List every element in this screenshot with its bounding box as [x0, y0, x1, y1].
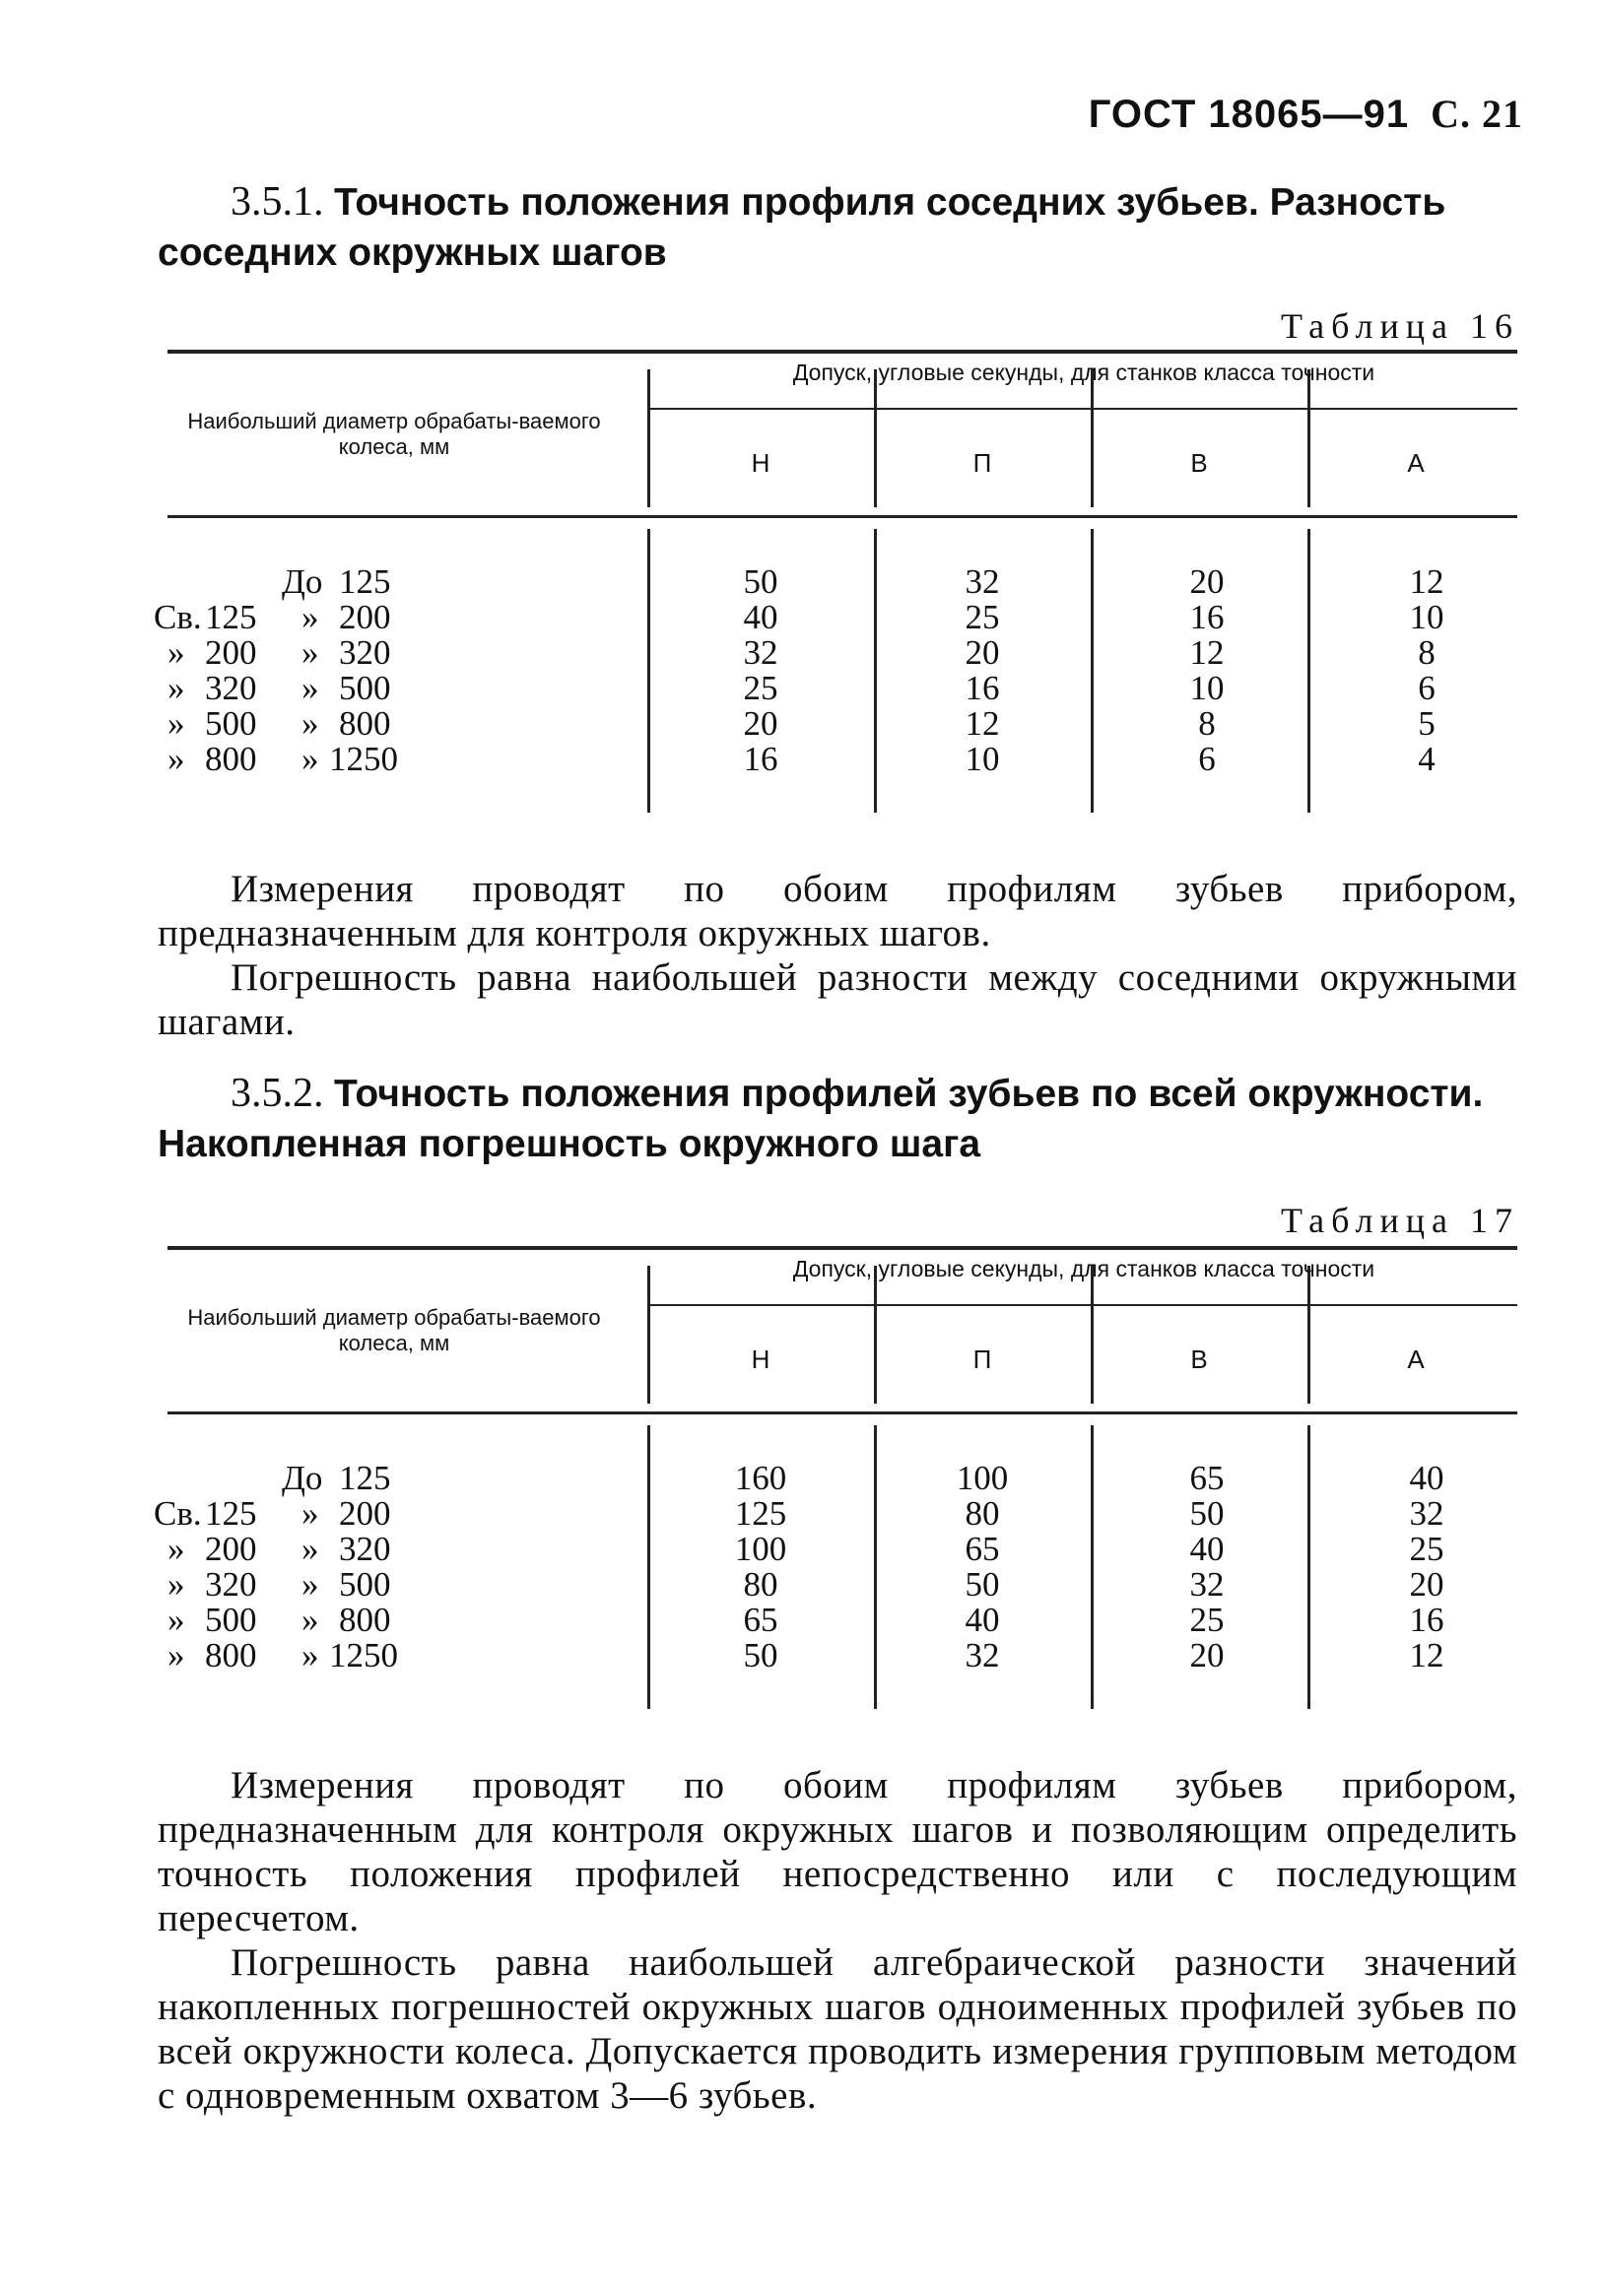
ditto-mark: » — [301, 704, 319, 743]
values-class-A — [1377, 564, 1476, 777]
values-class-A — [1377, 1461, 1476, 1673]
range-from: 800 — [205, 740, 257, 778]
range-to: 125 — [339, 562, 391, 601]
table-cell: 4 — [1418, 740, 1436, 778]
table-cell: 65 — [743, 1601, 778, 1639]
table-cell: 8 — [1418, 633, 1436, 672]
table-cell: 20 — [1189, 562, 1225, 601]
table-cell: 10 — [965, 740, 1000, 778]
range-from: 500 — [205, 704, 257, 743]
table-cell: 80 — [965, 1494, 1000, 1533]
table-cell: 100 — [734, 1530, 787, 1568]
range-prefix: Св. — [154, 1494, 202, 1533]
range-to: 320 — [339, 1530, 391, 1568]
column-divider — [1307, 1266, 1310, 1404]
range-to: 200 — [339, 1494, 391, 1533]
table-cell: 32 — [965, 562, 1000, 601]
table-cell: 25 — [743, 669, 778, 707]
column-divider — [1091, 1266, 1094, 1404]
range-prefix: » — [167, 1636, 185, 1674]
column-divider — [874, 1425, 877, 1709]
column-divider — [647, 529, 650, 813]
column-divider — [647, 1425, 650, 1709]
range-to: 1250 — [329, 740, 398, 778]
diameter-header: Наибольший диаметр обрабаты-ваемого колеса, мм — [187, 409, 601, 459]
table-cell: 10 — [1409, 598, 1444, 636]
table-cell: 16 — [965, 669, 1000, 707]
class-header: П — [972, 448, 992, 478]
table-cell: 32 — [743, 633, 778, 672]
ditto-mark: » — [301, 633, 319, 672]
table-rule — [167, 1411, 1517, 1414]
tolerance-header: Допуск, угловые секунды, для станков класса точности — [792, 360, 1375, 385]
table-row — [154, 1532, 449, 1567]
table-cell: 100 — [956, 1459, 1009, 1497]
values-class-V — [1158, 564, 1256, 777]
column-divider — [1307, 369, 1310, 507]
column-divider — [1307, 1425, 1310, 1709]
table-row — [154, 1496, 449, 1532]
ditto-mark: » — [301, 740, 319, 778]
range-to: 200 — [339, 598, 391, 636]
column-divider — [1091, 1425, 1094, 1709]
table-cell: 50 — [743, 562, 778, 601]
values-class-P — [933, 1461, 1032, 1673]
standard-number: ГОСТ 18065—91 — [1088, 93, 1410, 136]
range-prefix: » — [167, 740, 185, 778]
table-rule — [167, 515, 1517, 518]
column-divider — [874, 529, 877, 813]
range-to: 500 — [339, 669, 391, 707]
diameter-ranges — [154, 1461, 449, 1673]
table-cell: 65 — [965, 1530, 1000, 1568]
table-cell: 20 — [743, 704, 778, 743]
range-from: 125 — [205, 1494, 257, 1533]
table-cell: 10 — [1189, 669, 1225, 707]
range-to: 125 — [339, 1459, 391, 1497]
table-cell: 32 — [1189, 1565, 1225, 1604]
table-cell: 50 — [965, 1565, 1000, 1604]
table-cell: 40 — [1409, 1459, 1444, 1497]
ditto-mark: » — [301, 598, 319, 636]
column-divider — [1091, 369, 1094, 507]
table-cell: 25 — [1189, 1601, 1225, 1639]
table-rule — [167, 1246, 1517, 1250]
range-prefix: » — [167, 1601, 185, 1639]
column-divider — [1091, 529, 1094, 813]
tolerance-header: Допуск, угловые секунды, для станков класса точности — [792, 1256, 1375, 1281]
table-cell: 20 — [1189, 1636, 1225, 1674]
range-prefix: » — [167, 669, 185, 707]
range-from: До — [282, 1459, 323, 1497]
section-heading: Точность положения профилей зубьев по всей окружности. Накопленная погрешность окружного шага — [158, 1073, 1484, 1165]
class-header: А — [1407, 1345, 1425, 1374]
values-class-H — [711, 564, 810, 777]
table-cell: 12 — [965, 704, 1000, 743]
table-cell: 80 — [743, 1565, 778, 1604]
section-number: 3.5.1. — [231, 179, 324, 225]
table-caption-17: Таблица 17 — [1281, 1201, 1519, 1240]
table-17 — [154, 1246, 1517, 1709]
paragraph: Измерения проводят по обоим профилям зубьев прибором, предназначенным для контроля окружных шагов. — [158, 868, 1517, 954]
values-class-H — [711, 1461, 810, 1673]
ditto-mark: » — [301, 1636, 319, 1674]
table-cell: 12 — [1409, 1636, 1444, 1674]
range-to: 500 — [339, 1565, 391, 1604]
table-cell: 65 — [1189, 1459, 1225, 1497]
table-cell: 25 — [965, 598, 1000, 636]
table-cell: 40 — [1189, 1530, 1225, 1568]
table-cell: 16 — [743, 740, 778, 778]
table-cell: 8 — [1198, 704, 1216, 743]
range-prefix: » — [167, 633, 185, 672]
table-cell: 5 — [1418, 704, 1436, 743]
table-cell: 50 — [1189, 1494, 1225, 1533]
range-from: 500 — [205, 1601, 257, 1639]
table-cell: 125 — [734, 1494, 787, 1533]
column-divider — [1307, 529, 1310, 813]
range-prefix: » — [167, 704, 185, 743]
table-row — [154, 1603, 449, 1638]
table-cell: 32 — [1409, 1494, 1444, 1533]
table-row — [154, 635, 449, 671]
range-to: 320 — [339, 633, 391, 672]
values-class-V — [1158, 1461, 1256, 1673]
section-number: 3.5.2. — [231, 1071, 324, 1116]
table-cell: 16 — [1189, 598, 1225, 636]
table-cell: 6 — [1198, 740, 1216, 778]
range-from: 125 — [205, 598, 257, 636]
table-cell: 40 — [965, 1601, 1000, 1639]
range-from: 320 — [205, 1565, 257, 1604]
class-header: Н — [751, 448, 770, 478]
section-heading: Точность положения профиля соседних зубьев. Разность соседних окружных шагов — [158, 181, 1446, 274]
table-cell: 40 — [743, 598, 778, 636]
section-title-3-5-1 — [158, 177, 1517, 278]
values-class-P — [933, 564, 1032, 777]
ditto-mark: » — [301, 1601, 319, 1639]
column-divider — [647, 369, 650, 507]
paragraph: Погрешность равна наибольшей разности между соседними окружными шагами. — [158, 956, 1517, 1043]
range-from: 200 — [205, 633, 257, 672]
table-row — [154, 671, 449, 706]
range-prefix: » — [167, 1530, 185, 1568]
table-rule — [647, 1304, 1517, 1306]
class-header: А — [1407, 448, 1425, 478]
column-divider — [874, 1266, 877, 1404]
page-number: С. 21 — [1431, 92, 1523, 136]
table-row — [154, 1567, 449, 1603]
table-cell: 160 — [734, 1459, 787, 1497]
class-header: П — [972, 1345, 992, 1374]
table-cell: 20 — [965, 633, 1000, 672]
range-from: 800 — [205, 1636, 257, 1674]
range-prefix: » — [167, 1565, 185, 1604]
table-cell: 20 — [1409, 1565, 1444, 1604]
class-header: В — [1190, 448, 1208, 478]
range-from: До — [282, 562, 323, 601]
range-to: 800 — [339, 1601, 391, 1639]
table-row — [154, 564, 449, 600]
table-16 — [154, 350, 1517, 813]
table-cell: 16 — [1409, 1601, 1444, 1639]
range-from: 200 — [205, 1530, 257, 1568]
table-cell: 50 — [743, 1636, 778, 1674]
table-row — [154, 600, 449, 635]
table-cell: 32 — [965, 1636, 1000, 1674]
range-from: 320 — [205, 669, 257, 707]
ditto-mark: » — [301, 1530, 319, 1568]
table-cell: 6 — [1418, 669, 1436, 707]
column-divider — [647, 1266, 650, 1404]
range-prefix: Св. — [154, 598, 202, 636]
column-divider — [874, 369, 877, 507]
page-header — [1089, 91, 1523, 137]
table-cell: 12 — [1409, 562, 1444, 601]
table-rule — [167, 350, 1517, 354]
class-header: Н — [751, 1345, 770, 1374]
diameter-header: Наибольший диаметр обрабаты-ваемого колеса, мм — [187, 1305, 601, 1355]
table-cell: 12 — [1189, 633, 1225, 672]
section-title-3-5-2 — [158, 1069, 1517, 1169]
range-to: 1250 — [329, 1636, 398, 1674]
table-row — [154, 706, 449, 742]
table-row — [154, 1638, 449, 1673]
table-rule — [647, 408, 1517, 410]
paragraph: Измерения проводят по обоим профилям зубьев прибором, предназначенным для контроля окружных шагов и позволяющим определить точность положения профилей непосредственно или с последующим пересчетом. — [158, 1764, 1517, 1939]
ditto-mark: » — [301, 1565, 319, 1604]
table-caption-16: Таблица 16 — [1281, 306, 1519, 346]
diameter-ranges — [154, 564, 449, 777]
table-row — [154, 742, 449, 777]
class-header: В — [1190, 1345, 1208, 1374]
range-to: 800 — [339, 704, 391, 743]
table-cell: 25 — [1409, 1530, 1444, 1568]
ditto-mark: » — [301, 1494, 319, 1533]
ditto-mark: » — [301, 669, 319, 707]
paragraph: Погрешность равна наибольшей алгебраической разности значений накопленных погрешностей окружных шагов одноименных профилей зубьев по всей окружности колеса. Допускается проводить измерения групповым методом с одновременным охватом 3—6 зубьев. — [158, 1941, 1517, 2117]
table-row — [154, 1461, 449, 1496]
